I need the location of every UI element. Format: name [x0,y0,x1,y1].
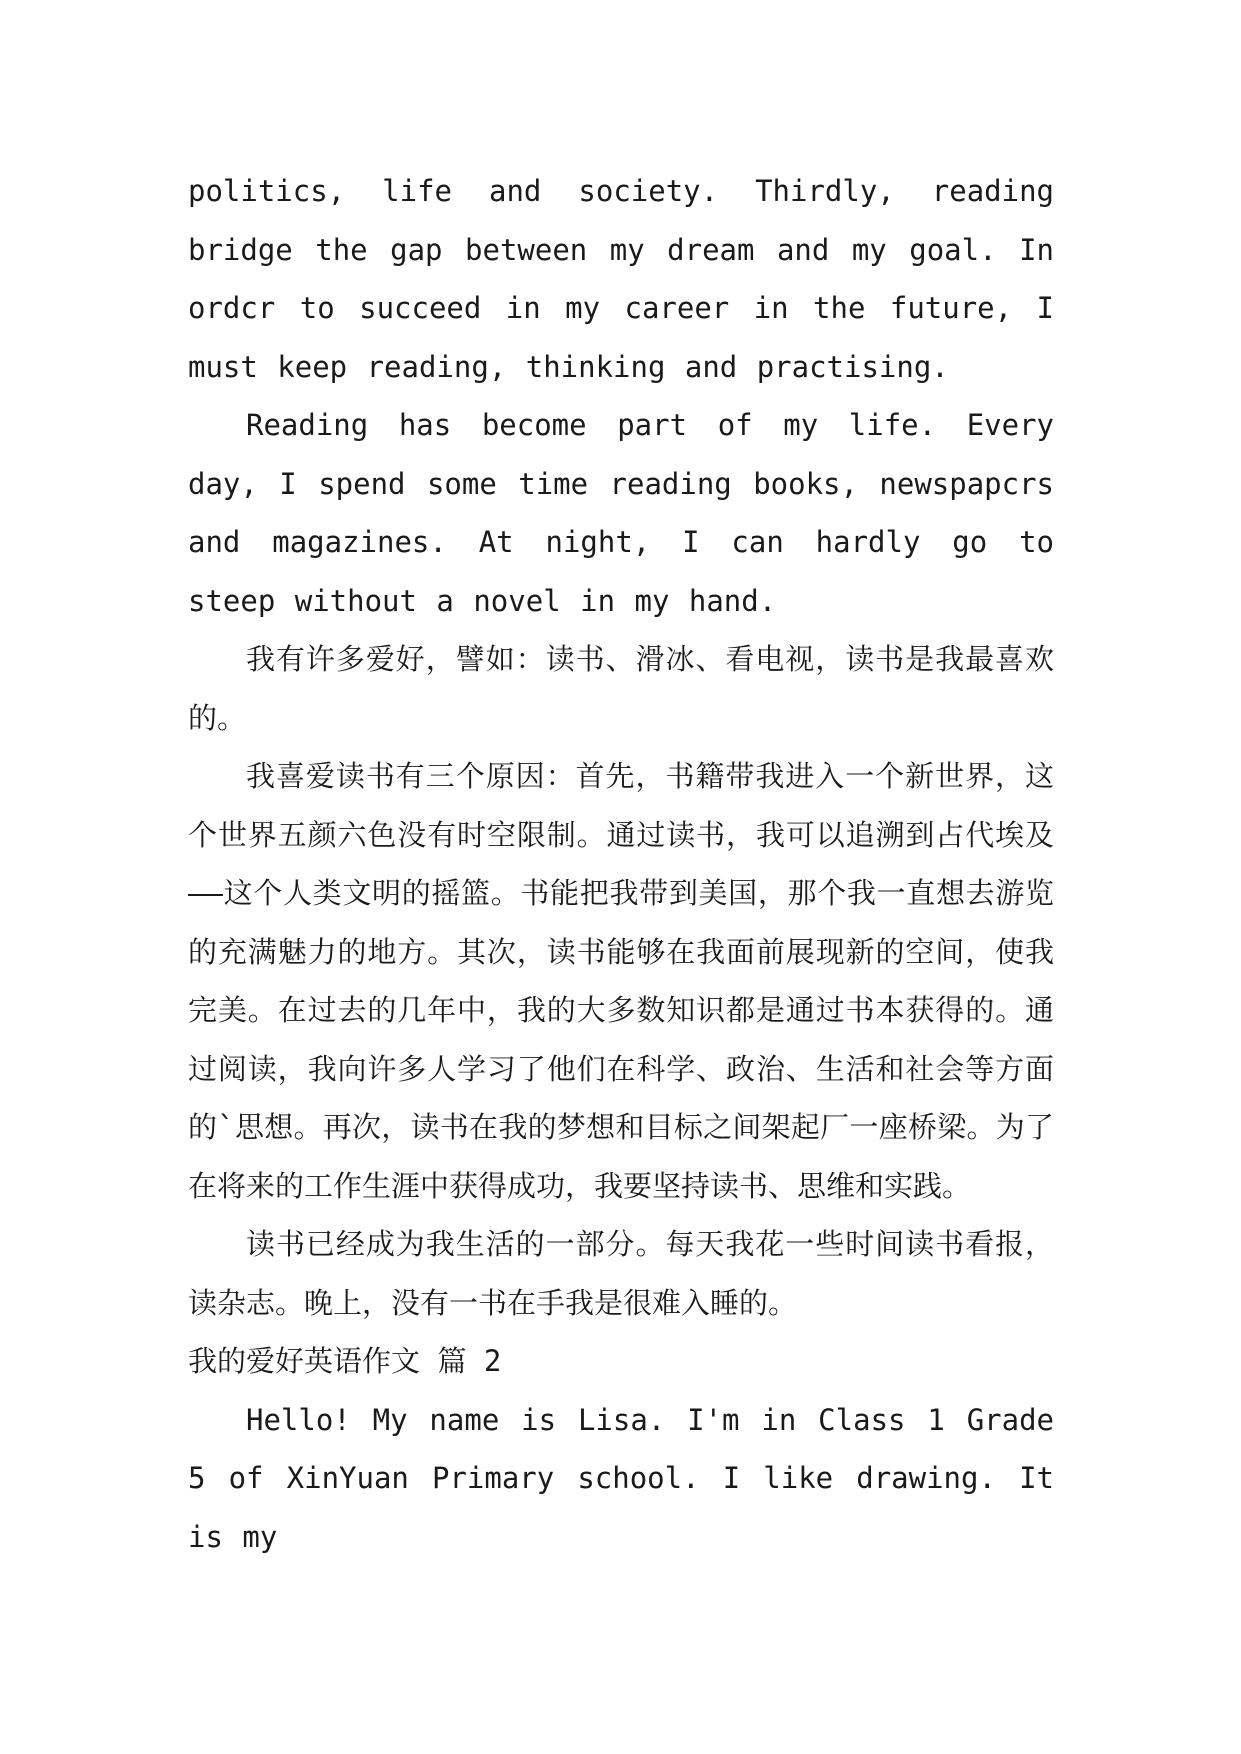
section-heading: 我的爱好英语作文 篇 2 [188,1344,502,1378]
paragraph-zh-reasons: 我喜爱读书有三个原因：首先，书籍带我进入一个新世界，这个世界五颜六色没有时空限制。通过读书，我可以追溯到占代埃及——这个人类文明的摇篮。书能把我带到美国，那个我一直想去游览的充满魅力的地方。其次，读书能够在我面前展现新的空间，使我完美。在过去的几年中，我的大多数知识都是通过书本获得的。通过阅读，我向许多人学习了他们在科学、政治、生活和社会等方面的`思想。再次，读书在我的梦想和目标之间架起厂一座桥梁。为了在将来的工作生涯中获得成功，我要坚持读书、思维和实践。 [188,759,1054,1203]
paragraph-zh-hobbies: 我有许多爱好，譬如：读书、滑冰、看电视，读书是我最喜欢的。 [188,642,1054,735]
paragraph-en-lisa: Hello! My name is Lisa. I'm in Class 1 Grade 5 of XinYuan Primary school. I like drawing. It is my [188,1402,1054,1554]
paragraph-zh-reading-life: 读书已经成为我生活的一部分。每天我花一些时间读书看报，读杂志。晚上，没有一书在手我是很难入睡的。 [188,1227,1054,1320]
paragraph-en-continuation: politics, life and society. Thirdly, reading bridge the gap between my dream and my goal. In ordcr to succeed in my career in the future, I must keep reading, thinking and practising. [188,174,1054,384]
document-body [188,162,1054,1566]
paragraph-en-reading-life: Reading has become part of my life. Every day, I spend some time reading books, newspapcrs and magazines. At night, I can hardly go to steep without a novel in my hand. [188,408,1054,618]
